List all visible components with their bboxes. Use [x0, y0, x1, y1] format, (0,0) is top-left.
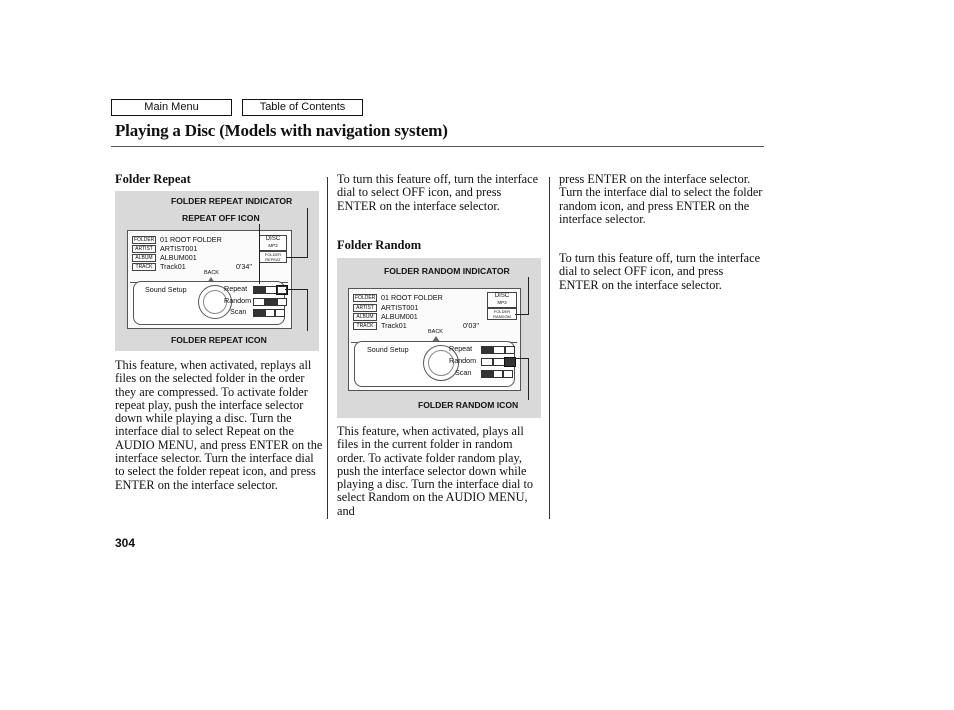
disc-indicator	[487, 292, 517, 308]
track-name: Track01	[381, 321, 407, 330]
artist-name: ARTIST001	[381, 303, 419, 312]
random-track-icon[interactable]	[493, 358, 505, 366]
folder-repeat-description: This feature, when activated, replays all files on the selected folder in the order they are compressed. To activate folder repeat play, push the interface selector down while playing a disc. Turn the interface dial to select Repeat on the AUDIO MENU, and press ENTER on the interface selector. Turn the interface dial to select the folder repeat icon, and press ENTER on the interface selector.	[115, 358, 323, 492]
off-icon-leader-line	[259, 224, 260, 284]
random-item[interactable]: Random	[224, 296, 252, 305]
scan-track-icon[interactable]	[265, 309, 275, 317]
folder-random-icon[interactable]	[277, 298, 287, 306]
audio-screen	[348, 288, 521, 391]
page-number: 304	[115, 536, 136, 550]
artist-name: ARTIST001	[160, 244, 198, 253]
repeat-item[interactable]: Repeat	[449, 344, 473, 353]
folder-random-indicator: FOLDER RANDOM	[487, 308, 517, 320]
sound-setup-item[interactable]: Sound Setup	[367, 345, 409, 354]
repeat-track-icon[interactable]	[493, 346, 505, 354]
folder-repeat-figure	[115, 191, 319, 351]
album-tag: ALBUM	[132, 254, 156, 262]
track-time: 0'03"	[463, 321, 479, 330]
album-tag: ALBUM	[353, 313, 377, 321]
page-title: Playing a Disc (Models with navigation system)	[115, 121, 448, 140]
track-tag: TRACK	[132, 263, 156, 271]
disc-label: DISC	[494, 293, 510, 299]
folder-random-continued: press ENTER on the interface selector. Turn the interface dial to select the folder random icon, and press ENTER on the interface selector.	[559, 172, 763, 226]
folder-repeat-indicator-caption: FOLDER REPEAT INDICATOR	[171, 196, 293, 206]
repeat-off-icon[interactable]	[253, 286, 265, 294]
scan-folder-icon[interactable]	[275, 309, 285, 317]
scan-folder-icon[interactable]	[503, 370, 513, 378]
scan-track-icon[interactable]	[493, 370, 503, 378]
sound-setup-item[interactable]: Sound Setup	[145, 285, 187, 294]
title-rule	[111, 146, 764, 147]
disc-format: MP3	[497, 300, 507, 305]
disc-format: MP3	[268, 243, 278, 248]
folder-repeat-icon[interactable]	[277, 286, 287, 294]
random-icon-leader-line	[528, 358, 529, 400]
folder-random-heading: Folder Random	[337, 238, 422, 252]
scan-item[interactable]: Scan	[455, 368, 472, 377]
folder-repeat-heading: Folder Repeat	[115, 172, 191, 186]
random-item[interactable]: Random	[449, 356, 477, 365]
folder-repeat-icon[interactable]	[505, 346, 515, 354]
repeat-off-icon-caption: REPEAT OFF ICON	[182, 213, 260, 223]
folder-name: 01 ROOT FOLDER	[381, 293, 443, 302]
track-tag: TRACK	[353, 322, 377, 330]
column-divider-1	[327, 177, 328, 519]
back-label: BACK	[204, 270, 219, 276]
indicator-leader-line-h	[286, 257, 308, 258]
random-track-icon[interactable]	[265, 298, 277, 306]
scan-off-icon[interactable]	[481, 370, 493, 378]
repeat-track-icon[interactable]	[265, 286, 277, 294]
disc-indicator	[259, 235, 287, 251]
scan-item[interactable]: Scan	[230, 307, 247, 316]
folder-tag: FOLDER	[134, 237, 155, 244]
folder-random-description: This feature, when activated, plays all files in the current folder in random order. To activate folder random play, push the interface selector down while playing a disc. Turn the interface dial to select Random on the AUDIO MENU, and	[337, 424, 534, 518]
repeat-icon-leader-line-h	[285, 289, 308, 290]
album-name: ALBUM001	[381, 312, 418, 321]
table-of-contents-button[interactable]: Table of Contents	[242, 99, 363, 116]
artist-tag: ARTIST	[132, 245, 156, 253]
random-icon-leader-line-h	[515, 358, 529, 359]
folder-repeat-icon-caption: FOLDER REPEAT ICON	[171, 335, 267, 345]
random-off-instructions: To turn this feature off, turn the interface dial to select OFF icon, and press ENTER on the interface selector.	[559, 251, 761, 292]
scan-off-icon[interactable]	[253, 309, 265, 317]
repeat-off-icon[interactable]	[481, 346, 493, 354]
random-off-icon[interactable]	[253, 298, 265, 306]
indicator-leader-line	[307, 208, 308, 257]
audio-screen	[127, 230, 292, 329]
folder-random-indicator-caption: FOLDER RANDOM INDICATOR	[384, 266, 510, 276]
repeat-off-instructions: To turn this feature off, turn the interface dial to select OFF icon, and press ENTER on the interface selector.	[337, 172, 539, 213]
track-name: Track01	[160, 262, 186, 271]
indicator-leader-line-h	[515, 314, 529, 315]
artist-tag: ARTIST	[353, 304, 377, 312]
repeat-icon-leader-line	[307, 289, 308, 331]
track-time: 0'34"	[236, 262, 252, 271]
folder-name: 01 ROOT FOLDER	[160, 235, 222, 244]
folder-random-figure	[337, 258, 541, 418]
folder-repeat-indicator: FOLDER REPEAT	[259, 251, 287, 263]
column-divider-2	[549, 177, 550, 519]
random-off-icon[interactable]	[481, 358, 493, 366]
main-menu-button[interactable]: Main Menu	[111, 99, 232, 116]
folder-tag: FOLDER	[355, 295, 376, 302]
back-label: BACK	[428, 329, 443, 335]
repeat-item[interactable]: Repeat	[224, 284, 248, 293]
album-name: ALBUM001	[160, 253, 197, 262]
folder-random-icon-caption: FOLDER RANDOM ICON	[418, 400, 519, 410]
folder-random-icon[interactable]	[505, 358, 515, 366]
disc-label: DISC	[265, 236, 281, 242]
indicator-leader-line	[528, 277, 529, 314]
